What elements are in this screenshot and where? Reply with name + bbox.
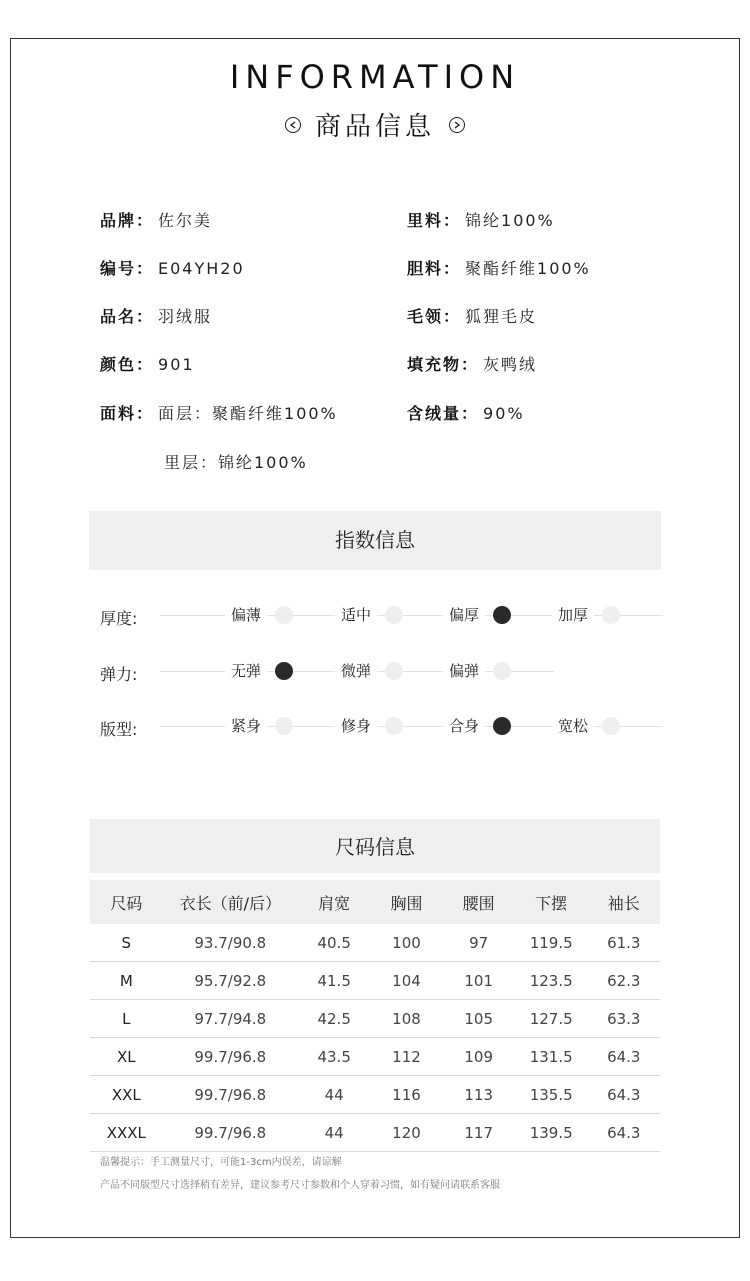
table-cell: 97.7/94.8 xyxy=(163,1000,298,1038)
table-cell: 119.5 xyxy=(515,924,588,962)
attr-lining-label: 里料： xyxy=(407,211,462,230)
table-cell: 40.5 xyxy=(298,924,370,962)
size-table xyxy=(90,880,660,1152)
attr-lining xyxy=(407,208,555,231)
table-cell: XL xyxy=(90,1038,163,1076)
index-label-fit: 版型: xyxy=(100,720,138,739)
attr-inner-value: 聚酯纤维100% xyxy=(465,259,591,278)
attr-code xyxy=(100,256,245,279)
attr-brand-label: 品牌： xyxy=(100,211,155,230)
index-dot-thick-selected xyxy=(493,606,511,624)
attr-inner xyxy=(407,256,591,279)
attr-fabric-value: 面层：聚酯纤维100% xyxy=(158,404,338,423)
table-cell: 41.5 xyxy=(298,962,370,1000)
index-option-thick: 偏厚 xyxy=(443,598,485,632)
table-cell: 101 xyxy=(443,962,515,1000)
subtitle-text: 商品信息 xyxy=(314,112,435,142)
table-cell: 123.5 xyxy=(515,962,588,1000)
attr-collar xyxy=(407,304,537,327)
index-dot-slight-stretch xyxy=(385,662,403,680)
table-cell: 44 xyxy=(298,1076,370,1114)
index-dot-no-stretch-selected xyxy=(275,662,293,680)
table-cell: 64.3 xyxy=(588,1114,660,1152)
size-section-title: 尺码信息 xyxy=(335,835,415,859)
attr-code-label: 编号： xyxy=(100,259,155,278)
table-cell: XXXL xyxy=(90,1114,163,1152)
index-option-slim: 修身 xyxy=(335,709,377,743)
column-header-sleeve: 袖长 xyxy=(588,880,660,924)
index-option-medium: 适中 xyxy=(335,598,377,632)
size-section-header xyxy=(90,819,660,873)
table-cell: 100 xyxy=(370,924,442,962)
table-cell: 116 xyxy=(370,1076,442,1114)
measurement-note: 温馨提示：手工测量尺寸，可能1-3cm内误差，请谅解 xyxy=(100,1157,342,1168)
attr-brand-value: 佐尔美 xyxy=(158,211,213,230)
table-cell: XXL xyxy=(90,1076,163,1114)
index-option-no-stretch: 无弹 xyxy=(225,654,267,688)
table-row xyxy=(90,962,660,1000)
table-cell: 99.7/96.8 xyxy=(163,1038,298,1076)
table-cell: 99.7/96.8 xyxy=(163,1076,298,1114)
attr-name-value: 羽绒服 xyxy=(158,307,213,326)
product-info-subtitle xyxy=(0,106,750,143)
table-cell: 44 xyxy=(298,1114,370,1152)
column-header-waist: 腰围 xyxy=(443,880,515,924)
attr-code-value: E04YH20 xyxy=(158,259,245,278)
index-dot-medium xyxy=(385,606,403,624)
size-table-header-row xyxy=(90,880,660,924)
index-option-stretchy: 偏弹 xyxy=(443,654,485,688)
table-cell: 113 xyxy=(443,1076,515,1114)
index-dot-tight xyxy=(275,717,293,735)
table-cell: 99.7/96.8 xyxy=(163,1114,298,1152)
attr-color-label: 颜色： xyxy=(100,355,155,374)
index-option-loose: 宽松 xyxy=(552,709,594,743)
arrow-left-icon xyxy=(285,117,301,133)
attr-collar-value: 狐狸毛皮 xyxy=(465,307,538,326)
attr-inner-label: 胆料： xyxy=(407,259,462,278)
table-cell: 64.3 xyxy=(588,1076,660,1114)
table-cell: 93.7/90.8 xyxy=(163,924,298,962)
table-cell: 97 xyxy=(443,924,515,962)
index-dot-loose xyxy=(602,717,620,735)
index-dot-stretchy xyxy=(493,662,511,680)
index-option-thin: 偏薄 xyxy=(225,598,267,632)
index-dot-thin xyxy=(275,606,293,624)
table-row xyxy=(90,1076,660,1114)
table-cell: 62.3 xyxy=(588,962,660,1000)
information-title: INFORMATION xyxy=(229,58,521,96)
table-cell: 104 xyxy=(370,962,442,1000)
table-cell: 127.5 xyxy=(515,1000,588,1038)
index-section-header xyxy=(89,511,661,570)
fit-advice-note: 产品不同版型尺寸选择稍有差异，建议参考尺寸参数和个人穿着习惯，如有疑问请联系客服 xyxy=(100,1180,500,1191)
table-cell: 120 xyxy=(370,1114,442,1152)
table-cell: 61.3 xyxy=(588,924,660,962)
attr-down-value: 90% xyxy=(483,404,525,423)
attr-down-label: 含绒量： xyxy=(407,404,480,423)
attr-fabric-value2: 里层：锦纶100% xyxy=(164,453,308,472)
table-cell: 95.7/92.8 xyxy=(163,962,298,1000)
attr-color-value: 901 xyxy=(158,355,195,374)
index-option-slight-stretch: 微弹 xyxy=(335,654,377,688)
table-cell: 63.3 xyxy=(588,1000,660,1038)
index-dot-extra-thick xyxy=(602,606,620,624)
index-section-title: 指数信息 xyxy=(335,528,415,552)
column-header-shoulder: 肩宽 xyxy=(298,880,370,924)
attr-filling-value: 灰鸭绒 xyxy=(483,355,538,374)
table-cell: S xyxy=(90,924,163,962)
index-label-elasticity: 弹力: xyxy=(100,665,138,684)
table-row xyxy=(90,1038,660,1076)
table-cell: 139.5 xyxy=(515,1114,588,1152)
attr-down xyxy=(407,401,525,424)
attr-name-label: 品名： xyxy=(100,307,155,326)
table-cell: 135.5 xyxy=(515,1076,588,1114)
attr-color xyxy=(100,352,195,375)
attr-lining-value: 锦纶100% xyxy=(465,211,555,230)
index-label-thickness: 厚度: xyxy=(100,609,138,628)
table-cell: 109 xyxy=(443,1038,515,1076)
attr-fabric-label: 面料： xyxy=(100,404,155,423)
index-option-tight: 紧身 xyxy=(225,709,267,743)
attr-fabric-inner-layer xyxy=(164,450,308,473)
table-cell: M xyxy=(90,962,163,1000)
table-cell: 112 xyxy=(370,1038,442,1076)
table-cell: 42.5 xyxy=(298,1000,370,1038)
arrow-right-icon xyxy=(449,117,465,133)
index-dot-regular-selected xyxy=(493,717,511,735)
table-cell: 105 xyxy=(443,1000,515,1038)
index-dot-slim xyxy=(385,717,403,735)
index-option-extra-thick: 加厚 xyxy=(552,598,594,632)
table-cell: 64.3 xyxy=(588,1038,660,1076)
attr-name xyxy=(100,304,212,327)
table-cell: 131.5 xyxy=(515,1038,588,1076)
attr-collar-label: 毛领： xyxy=(407,307,462,326)
table-row xyxy=(90,924,660,962)
table-row xyxy=(90,1000,660,1038)
table-cell: 117 xyxy=(443,1114,515,1152)
attr-fabric xyxy=(100,401,338,424)
column-header-chest: 胸围 xyxy=(370,880,442,924)
attr-filling xyxy=(407,352,537,375)
table-cell: 43.5 xyxy=(298,1038,370,1076)
column-header-length: 衣长（前/后） xyxy=(163,880,298,924)
table-row xyxy=(90,1114,660,1152)
attr-filling-label: 填充物： xyxy=(407,355,480,374)
column-header-size: 尺码 xyxy=(90,880,163,924)
attr-brand xyxy=(100,208,212,231)
index-option-regular: 合身 xyxy=(443,709,485,743)
column-header-hem: 下摆 xyxy=(515,880,588,924)
table-cell: L xyxy=(90,1000,163,1038)
table-cell: 108 xyxy=(370,1000,442,1038)
